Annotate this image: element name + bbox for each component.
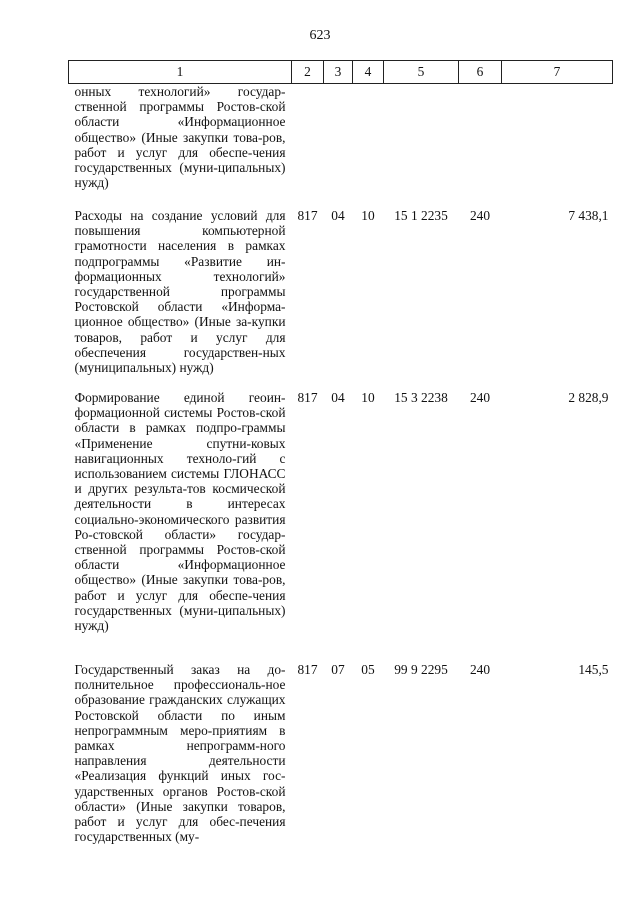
table-row: [69, 84, 613, 209]
amount: 2 828,9: [568, 390, 609, 405]
table-row: [69, 662, 613, 852]
subsection-code: [353, 84, 384, 209]
section-code: [324, 84, 353, 209]
header-col-6: 6: [459, 61, 502, 84]
header-col-4: 4: [353, 61, 384, 84]
row-description: Государственный заказ на до-полнительное профессиональ-ное образование гражданских служащих Ростовской области по иным непрограммным меро-приятиям в рамках непрограмм-ного направления деятельности «Реализация функций иных гос-ударственных органов Ростов-ской области» (Иные закупки товаров, работ и услуг для обес-печения государственных (му-: [74, 662, 286, 845]
ministry-code: 817: [297, 662, 318, 677]
table-row: [69, 208, 613, 390]
header-col-7: 7: [502, 61, 613, 84]
section-code: 07: [331, 662, 345, 677]
table-row: [69, 390, 613, 662]
target-article-code: 15 1 2235: [394, 208, 448, 223]
ministry-code: 817: [297, 208, 318, 223]
expense-type-code: 240: [469, 208, 491, 223]
header-col-1: 1: [69, 61, 292, 84]
target-article-code: 99 9 2295: [394, 662, 448, 677]
section-code: 04: [331, 390, 345, 405]
table-header-row: [69, 61, 613, 84]
subsection-code: 05: [361, 662, 375, 677]
ministry-code: [292, 84, 324, 209]
row-description: онных технологий» государ-ственной программы Ростов-ской области «Информационное общество» (Иные закупки това-ров, работ и услуг для обеспе-чения государственных (муни-ципальных) нужд): [74, 84, 286, 191]
header-col-2: 2: [292, 61, 324, 84]
expense-type-code: 240: [469, 662, 491, 677]
target-article-code: [384, 84, 459, 209]
row-description: Формирование единой геоин-формационной системы Ростов-ской области в рамках подпро-граммы «Применение спутни-ковых навигационных техноло-гий с использованием системы ГЛОНАСС и других результа-тов космической деятельности в интересах социально-экономического развития Ро-стовской области» государ-ственной программы Ростов-ской области «Информационное общество» (Иные закупки това-ров, работ и услуг для обеспе-чения государственных (муни-ципальных) нужд): [74, 390, 286, 634]
expense-type-code: 240: [469, 390, 491, 405]
expense-type-code: [459, 84, 502, 209]
section-code: 04: [331, 208, 345, 223]
subsection-code: 10: [361, 208, 375, 223]
header-col-3: 3: [324, 61, 353, 84]
budget-table: [68, 60, 613, 852]
amount: 7 438,1: [568, 208, 609, 223]
header-col-5: 5: [384, 61, 459, 84]
amount: [502, 84, 613, 209]
page-number: 623: [309, 28, 331, 43]
target-article-code: 15 3 2238: [394, 390, 448, 405]
ministry-code: 817: [297, 390, 318, 405]
subsection-code: 10: [361, 390, 375, 405]
row-description: Расходы на создание условий для повышения компьютерной грамотности населения в рамках подпрограммы «Развитие ин-формационных технологий» государственной программы Ростовской области «Информа-ционное общество» (Иные за-купки товаров, работ и услуг для обеспечения государствен-ных (муниципальных) нужд): [74, 208, 286, 376]
amount: 145,5: [578, 662, 609, 677]
